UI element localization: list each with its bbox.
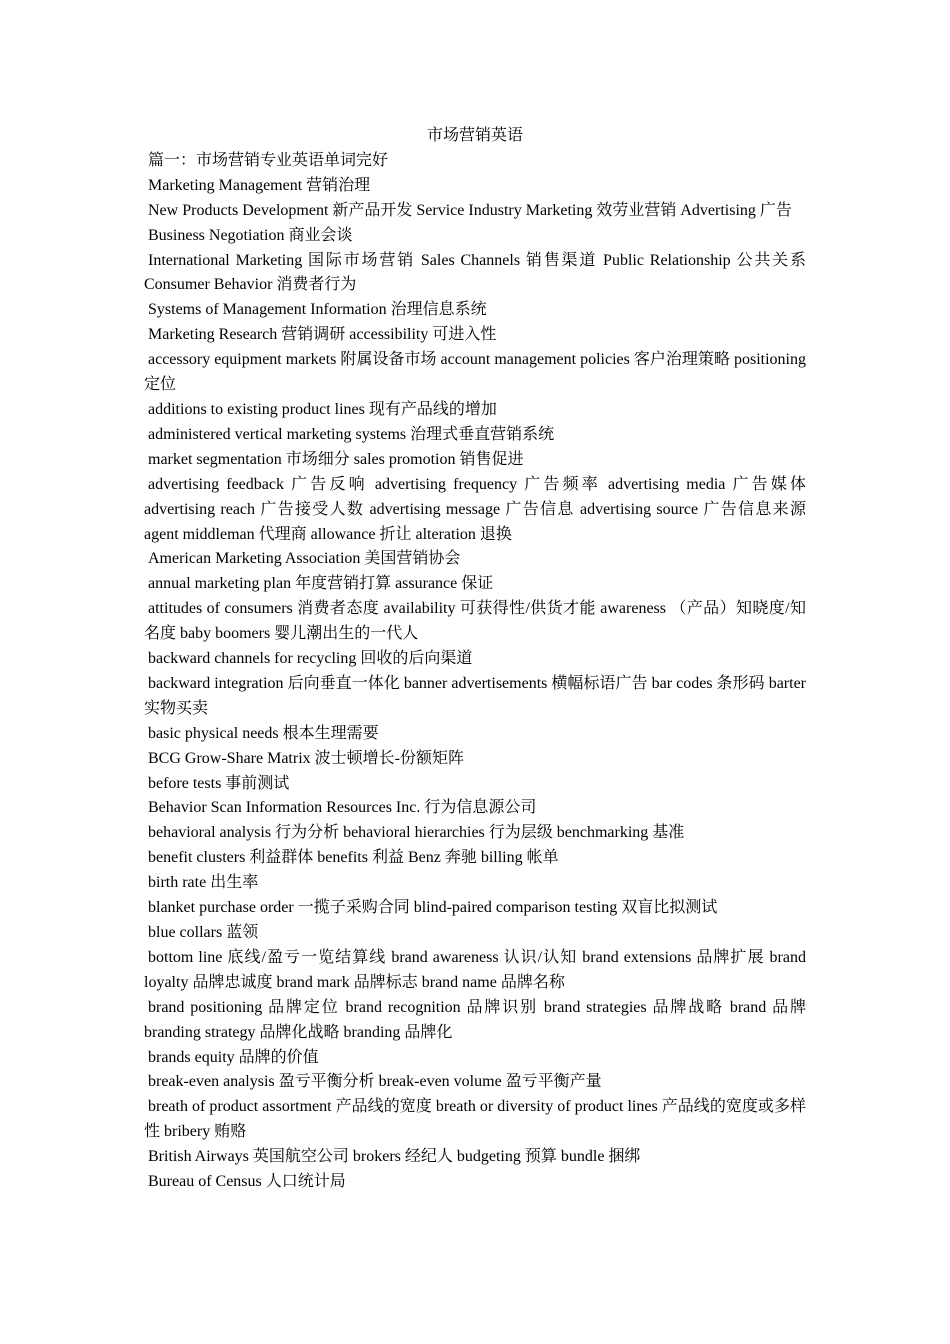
- document-title: 市场营销英语: [426, 127, 523, 144]
- text-line: birth rate 出生率: [148, 874, 259, 892]
- text-line: American Marketing Association 美国营销协会: [148, 550, 461, 568]
- text-line: administered vertical marketing systems 治理式垂直营销系统: [148, 425, 555, 443]
- text-line: Marketing Management 营销治理: [148, 176, 371, 194]
- text-line: 篇一：市场营销专业英语单词完好: [148, 151, 389, 169]
- text-line: Behavior Scan Information Resources Inc. 行为信息源公司: [148, 799, 537, 817]
- text-line: Marketing Research 营销调研 accessibility 可进入性: [148, 326, 497, 344]
- text-line: before tests 事前测试: [148, 774, 290, 792]
- text-line: International Marketing 国际市场营销 Sales Channels 销售渠道 Public Relationship 公共关系 Consumer Behavior 消费者行为: [144, 251, 806, 294]
- text-line: Business Negotiation 商业会谈: [148, 226, 353, 244]
- text-line: break-even analysis 盈亏平衡分析 break-even volume 盈亏平衡产量: [148, 1073, 602, 1091]
- text-line: advertising feedback 广告反响 advertising frequency 广告频率 advertising media 广告媒体 advertising reach 广告接受人数 advertising message 广告信息 advertising source 广告信息来源 agent middleman 代理商 allowance 折让 alteration 退换: [144, 475, 806, 543]
- text-line: Bureau of Census 人口统计局: [148, 1173, 346, 1191]
- text-line: blanket purchase order 一揽子采购合同 blind-paired comparison testing 双盲比拟测试: [148, 899, 718, 917]
- text-line: brand positioning 品牌定位 brand recognition 品牌识别 brand strategies 品牌战略 brand 品牌 branding strategy 品牌化战略 branding 品牌化: [144, 998, 806, 1041]
- text-line: behavioral analysis 行为分析 behavioral hierarchies 行为层级 benchmarking 基准: [148, 824, 685, 842]
- text-line: market segmentation 市场细分 sales promotion 销售促进: [148, 450, 524, 468]
- text-line: New Products Development 新产品开发 Service Industry Marketing 效劳业营销 Advertising 广告: [148, 201, 792, 219]
- text-line: breath of product assortment 产品线的宽度 breath or diversity of product lines 产品线的宽度或多样性 bribery 贿赂: [144, 1098, 806, 1141]
- text-line: Systems of Management Information 治理信息系统: [148, 301, 487, 319]
- text-line: brands equity 品牌的价值: [148, 1048, 319, 1066]
- text-line: backward channels for recycling 回收的后向渠道: [148, 650, 473, 668]
- document-body: [144, 124, 806, 1195]
- text-line: backward integration 后向垂直一体化 banner advertisements 横幅标语广告 bar codes 条形码 barter 实物买卖: [144, 674, 806, 717]
- text-line: blue collars 蓝领: [148, 924, 259, 941]
- text-line: benefit clusters 利益群体 benefits 利益 Benz 奔驰 billing 帐单: [148, 849, 559, 867]
- text-line: BCG Grow-Share Matrix 波士顿增长-份额矩阵: [148, 749, 464, 767]
- text-line: annual marketing plan 年度营销打算 assurance 保证: [148, 575, 494, 593]
- text-line: basic physical needs 根本生理需要: [148, 724, 379, 742]
- text-line: additions to existing product lines 现有产品线的增加: [148, 400, 497, 418]
- text-line: bottom line 底线/盈亏一览结算线 brand awareness 认识/认知 brand extensions 品牌扩展 brand loyalty 品牌忠诚度 brand mark 品牌标志 brand name 品牌名称: [144, 948, 806, 991]
- text-line: accessory equipment markets 附属设备市场 account management policies 客户治理策略 positioning 定位: [144, 351, 806, 394]
- text-line: attitudes of consumers 消费者态度 availability 可获得性/供货才能 awareness （产品）知晓度/知名度 baby boomers 婴儿潮出生的一代人: [144, 600, 806, 643]
- text-line: British Airways 英国航空公司 brokers 经纪人 budgeting 预算 bundle 捆绑: [148, 1148, 641, 1166]
